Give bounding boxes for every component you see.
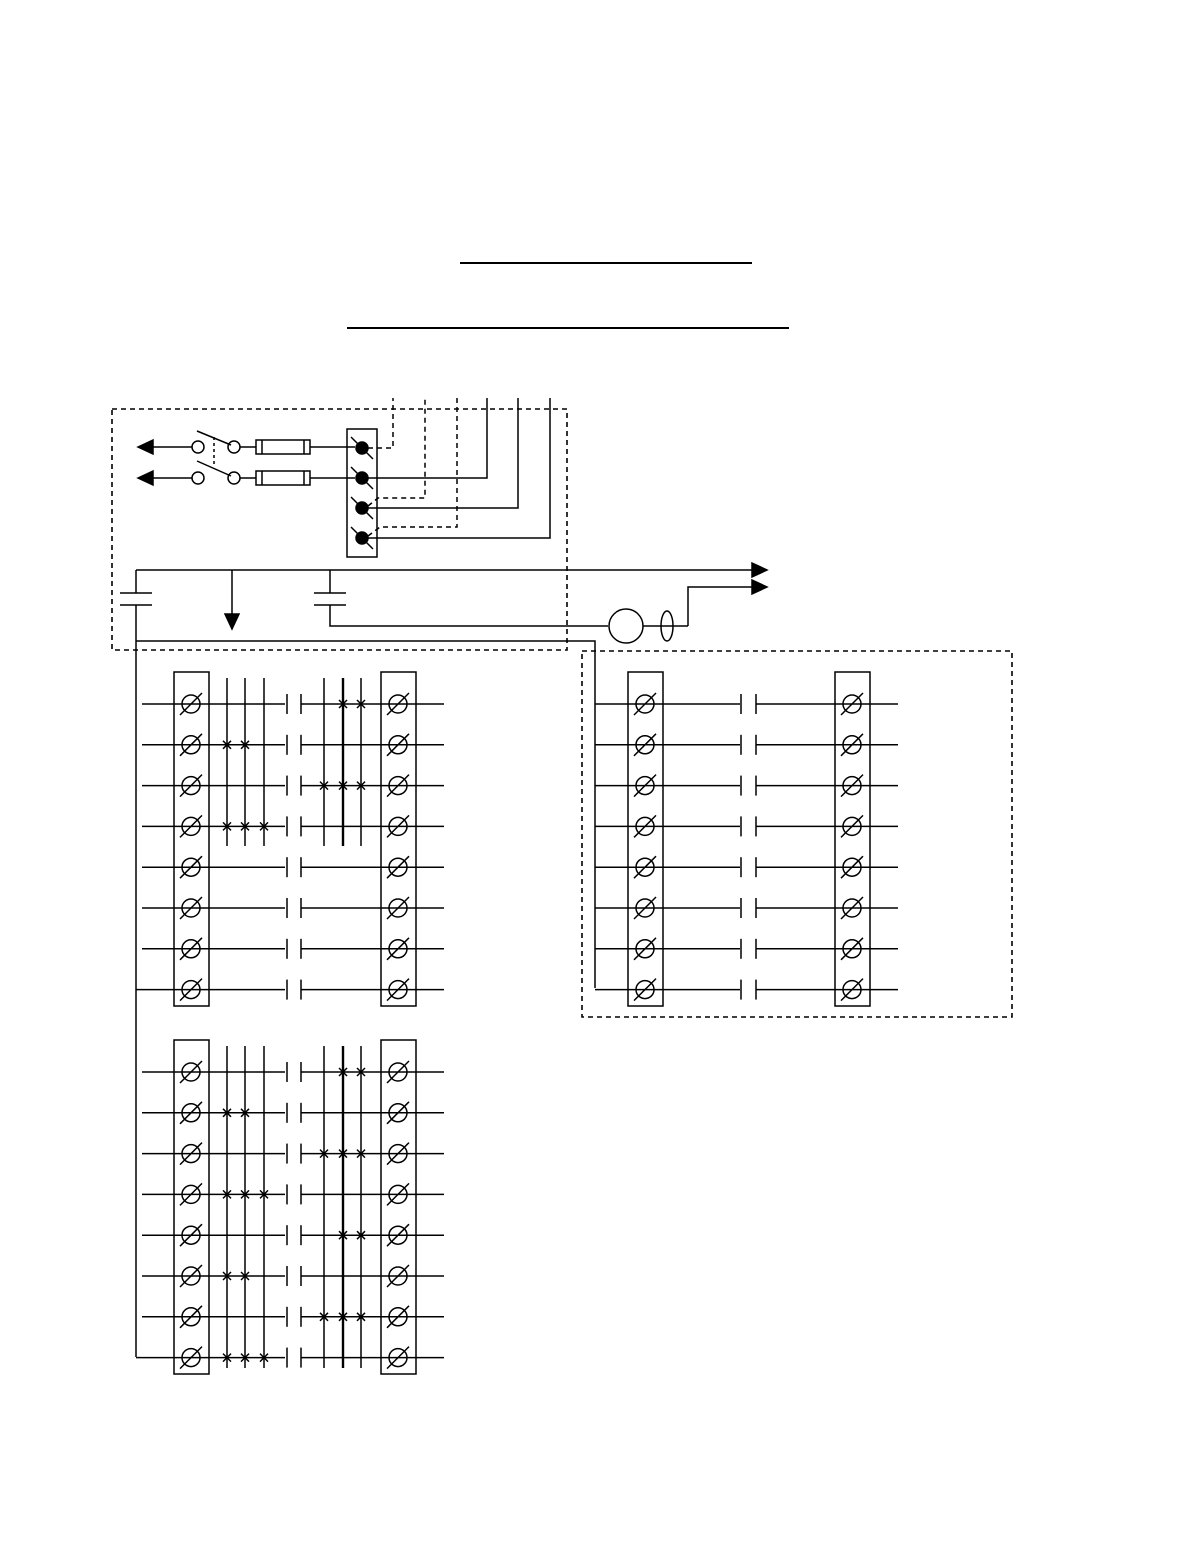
terminal-row: [142, 1347, 444, 1369]
fuse-icon: [256, 471, 310, 485]
terminal-row: [595, 897, 898, 919]
capacitor-icon: [120, 593, 152, 605]
right-terminal-block: [595, 672, 898, 1006]
terminal-row: [595, 856, 898, 878]
capacitor-icon: [314, 593, 346, 605]
terminal-row: [595, 815, 898, 837]
terminal-strip: [381, 672, 416, 1006]
terminal-row: [595, 979, 898, 1001]
terminal-row: [142, 1061, 444, 1083]
arrow-left-icon: [138, 471, 193, 485]
terminal-row: [142, 693, 444, 715]
terminal-row: [595, 734, 898, 756]
terminal-row: [142, 897, 444, 919]
terminal-row: [142, 1102, 444, 1124]
terminal-row: [142, 1306, 444, 1328]
power-input: [138, 431, 355, 485]
terminal-row: [142, 734, 444, 756]
arrow-left-icon: [138, 440, 197, 454]
control-box-enclosure: [112, 409, 567, 650]
terminal-row: [142, 938, 444, 960]
left-terminal-blocks: [136, 672, 444, 1374]
terminal-row: [142, 1143, 444, 1165]
terminal-strip: [835, 672, 870, 1006]
terminal-strip: [174, 672, 209, 1006]
arrow-right-icon: [752, 563, 767, 577]
terminal-row: [136, 979, 444, 1001]
terminal-row: [595, 938, 898, 960]
terminal-row: [142, 775, 444, 797]
terminal-row: [142, 856, 444, 878]
switch-icon: [192, 431, 240, 484]
terminal-row: [142, 1183, 444, 1205]
right-enclosure: [582, 651, 1012, 1017]
terminal-row: [595, 775, 898, 797]
left-terminal-block: [136, 1040, 444, 1374]
bus-lines: [120, 563, 767, 1357]
left-terminal-block: [136, 672, 444, 1006]
meter-icon: [609, 609, 643, 643]
terminal-row: [142, 1265, 444, 1287]
terminal-row: [142, 1224, 444, 1246]
terminal-strip: [628, 672, 663, 1006]
fuse-icon: [256, 440, 310, 454]
arrow-down-icon: [225, 570, 239, 629]
top-wiring: [368, 398, 550, 538]
terminal-strip: [381, 1040, 416, 1374]
terminal-row: [595, 693, 898, 715]
terminal-strip: [174, 1040, 209, 1374]
terminal-row: [142, 815, 444, 837]
